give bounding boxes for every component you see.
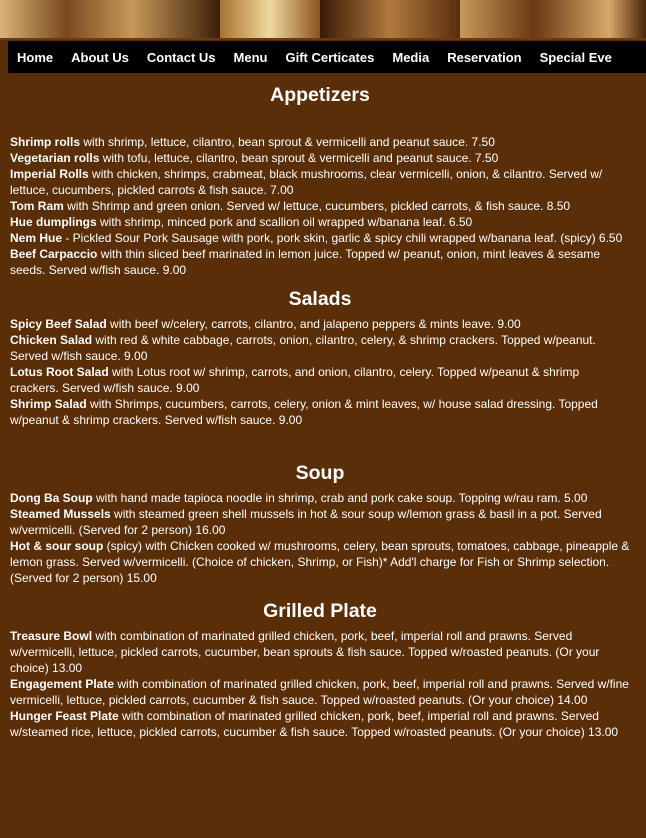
- nav-link-about-us[interactable]: About Us: [71, 49, 129, 65]
- menu-item: [10, 246, 630, 278]
- menu-item: [10, 708, 630, 740]
- menu-item-name: Vegetarian rolls: [10, 151, 100, 165]
- menu-item-name: Hot & sour soup: [10, 539, 104, 553]
- menu-item-name: Shrimp Salad: [10, 397, 87, 411]
- menu-item-description: with Lotus root w/ shrimp, carrots, and onion, cilantro, celery. Topped w/peanut & shrimp crackers. Served w/fish sauce. 9.00: [10, 365, 580, 395]
- nav-link-media[interactable]: Media: [392, 49, 430, 65]
- nav-link-menu[interactable]: Menu: [233, 49, 268, 65]
- menu-section-soup: [10, 458, 630, 586]
- banner-photo-1: [0, 0, 220, 38]
- menu-item-description: with beef w/celery, carrots, cilantro, and jalapeno peppers & mints leave. 9.00: [106, 317, 521, 331]
- menu-item: [10, 364, 630, 396]
- menu-item-description: with combination of marinated grilled chicken, pork, beef, imperial roll and prawns. Served w/vermicelli, lettuce, pickled carrots, cucumber, bean sprouts & fish sauce. Topped w/roasted peanuts. (Or your choice) 13.00: [10, 629, 600, 675]
- menu-item-name: Shrimp rolls: [10, 135, 81, 149]
- nav-link-home[interactable]: Home: [17, 49, 54, 65]
- menu-item-description: with red & white cabbage, carrots, onion, cilantro, celery, & shrimp crackers. Topped w/peanut. Served w/fish sauce. 9.00: [10, 333, 596, 363]
- menu-item: [10, 490, 630, 506]
- banner-photo-3: [320, 0, 460, 38]
- menu-item-name: Dong Ba Soup: [10, 491, 93, 505]
- menu-item-name: Steamed Mussels: [10, 507, 111, 521]
- menu-item: [10, 214, 630, 230]
- banner-photo-4: [460, 0, 646, 38]
- menu-item-description: with shrimp, minced pork and scallion oil wrapped w/banana leaf. 6.50: [96, 215, 473, 229]
- menu-item: [10, 676, 630, 708]
- menu-item: [10, 230, 630, 246]
- nav-link-gift-certicates[interactable]: Gift Certicates: [285, 49, 375, 65]
- menu-item-description: with combination of marinated grilled chicken, pork, beef, imperial roll and prawns. Served w/fine vermicelli, lettuce, pickled carrots, cucumber & fish sauce. Topped w/roasted peanuts. (Or your choice) 14.00: [10, 677, 629, 707]
- menu-item-description: - Pickled Sour Pork Sausage with pork, pork skin, garlic & spicy chili wrapped w/banana leaf. (spicy) 6.50: [62, 231, 623, 245]
- menu-item: [10, 198, 630, 214]
- menu-item-description: with combination of marinated grilled chicken, pork, beef, imperial roll and prawns. Served w/steamed rice, lettuce, pickled carrots, cucumber & fish sauce. Topped w/roasted peanuts. (Or your choice) 13.00: [10, 709, 619, 739]
- menu-item-description: with hand made tapioca noodle in shrimp, crab and pork cake soup. Topping w/rau ram. 5.00: [92, 491, 588, 505]
- menu-item-description: with Shrimp and green onion. Served w/ lettuce, cucumbers, pickled carrots, & fish sauce. 8.50: [63, 199, 571, 213]
- menu-item-name: Engagement Plate: [10, 677, 115, 691]
- nav-link-special-eve[interactable]: Special Eve: [539, 49, 612, 65]
- menu-item: [10, 396, 630, 428]
- menu-item: [10, 628, 630, 676]
- menu-item: [10, 166, 630, 198]
- menu-item: [10, 150, 630, 166]
- nav-link-contact-us[interactable]: Contact Us: [146, 49, 216, 65]
- section-title: Appetizers: [270, 84, 370, 106]
- menu-item-name: Hunger Feast Plate: [10, 709, 119, 723]
- menu-section-grilled-plate: [10, 596, 630, 740]
- menu-item-name: Beef Carpaccio: [10, 247, 98, 261]
- section-title: Grilled Plate: [263, 600, 377, 622]
- menu-item-name: Spicy Beef Salad: [10, 317, 107, 331]
- menu-content: [10, 80, 630, 740]
- menu-item-name: Chicken Salad: [10, 333, 93, 347]
- menu-item-name: Imperial Rolls: [10, 167, 89, 181]
- menu-item-description: with shrimp, lettuce, cilantro, bean sprout & vermicelli and peanut sauce. 7.50: [80, 135, 495, 149]
- main-navigation: [8, 41, 646, 73]
- header-banner: [0, 0, 646, 40]
- menu-item-name: Nem Hue: [10, 231, 63, 245]
- menu-item-description: with tofu, lettuce, cilantro, bean sprout & vermicelli and peanut sauce. 7.50: [99, 151, 499, 165]
- menu-item-name: Hue dumplings: [10, 215, 97, 229]
- menu-item-description: (spicy) with Chicken cooked w/ mushrooms, celery, bean sprouts, tomatoes, cabbage, pineapple & lemon grass. Served w/vermicelli. (Choice of chicken, Shrimp, or Fish)* Add'l charge for Fish or Shrimp selection. (Served for 2 person) 15.00: [10, 539, 630, 585]
- nav-link-reservation[interactable]: Reservation: [447, 49, 522, 65]
- menu-item: [10, 506, 630, 538]
- menu-item: [10, 332, 630, 364]
- menu-item: [10, 134, 630, 150]
- menu-section-appetizers: [10, 80, 630, 278]
- menu-item-name: Lotus Root Salad: [10, 365, 109, 379]
- menu-item-name: Treasure Bowl: [10, 629, 93, 643]
- section-title: Soup: [295, 462, 345, 484]
- menu-item: [10, 538, 630, 586]
- menu-item: [10, 316, 630, 332]
- banner-photo-2: [220, 0, 320, 38]
- menu-item-name: Tom Ram: [10, 199, 64, 213]
- menu-item-description: with Shrimps, cucumbers, carrots, celery, onion & mint leaves, w/ house salad dressing. Topped w/peanut & shrimp crackers. Served w/fish sauce. 9.00: [10, 397, 598, 427]
- menu-item-description: with thin sliced beef marinated in lemon juice. Topped w/ peanut, onion, mint leaves & sesame seeds. Served w/fish sauce. 9.00: [10, 247, 601, 277]
- menu-item-description: with chicken, shrimps, crabmeat, black mushrooms, clear vermicelli, onion, & cilantro. Served w/ lettuce, cucumbers, pickled carrots & fish sauce. 7.00: [10, 167, 603, 197]
- menu-section-salads: [10, 284, 630, 428]
- menu-item-description: with steamed green shell mussels in hot & sour soup w/lemon grass & basil in a pot. Served w/vermicelli. (Served for 2 person) 16.00: [10, 507, 602, 537]
- section-title: Salads: [288, 288, 352, 310]
